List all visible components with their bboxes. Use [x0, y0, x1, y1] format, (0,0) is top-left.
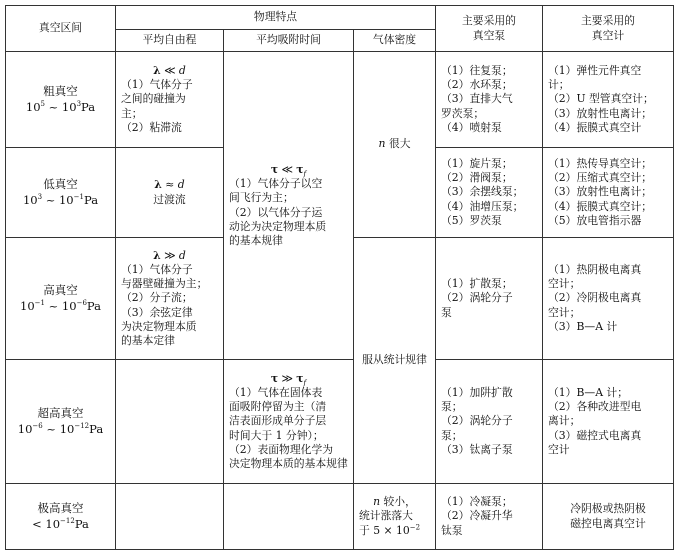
pump-cell-high: （1）扩散泵； （2）涡轮分子 泵 — [436, 238, 543, 360]
free-path-cell-high: λ ≫ d （1）气体分子 与器壁碰撞为主； （2）分子流； （3）余弦定律 为决定物理本质 的基本定律 — [116, 238, 224, 360]
header-physical: 物理特点 — [116, 6, 436, 30]
table-row — [6, 360, 674, 484]
region-cell-high: 高真空 $10^{-1}$ ~ $10^{-6}Pa$ — [6, 238, 116, 360]
adsorption-cell-extreme — [224, 484, 354, 550]
gauge-cell-rough: （1）弹性元件真空 计； （2）U 型管真空计； （3）放射性电离计； （4）振膜式真空计 — [543, 52, 674, 148]
header-density: 气体密度 — [354, 30, 436, 52]
header-region: 真空区间 — [6, 6, 116, 52]
pump-cell-low: （1）旋片泵； （2）滑阀泵； （3）余摆线泵； （4）油增压泵； （5）罗茨泵 — [436, 148, 543, 238]
pump-cell-ultra: （1）加阱扩散 泵； （2）涡轮分子 泵； （3）钛离子泵 — [436, 360, 543, 484]
density-cell-large: n 很大 — [354, 52, 436, 238]
pump-cell-rough: （1）往复泵； （2）水环泵； （3）直排大气 罗茨泵； （4）喷射泵 — [436, 52, 543, 148]
pump-cell-extreme: （1）冷凝泵； （2）冷凝升华 钛泵 — [436, 484, 543, 550]
table-row — [6, 52, 674, 148]
region-cell-low: 低真空 $10^3$ ~ $10^{-1}Pa$ — [6, 148, 116, 238]
header-adsorption: 平均吸附时间 — [224, 30, 354, 52]
region-cell-rough: 粗真空 $10^5$ ~ $10^3Pa$ — [6, 52, 116, 148]
vacuum-classification-table — [5, 5, 674, 550]
gauge-cell-ultra: （1）B—A 计； （2）各种改进型电 离计； （3）磁控式电离真 空计 — [543, 360, 674, 484]
header-gauge: 主要采用的 真空计 — [543, 6, 674, 52]
header-pump: 主要采用的 真空泵 — [436, 6, 543, 52]
gauge-cell-low: （1）热传导真空计； （2）压缩式真空计； （3）放射性电离计； （4）振膜式真空计； （5）放电管指示器 — [543, 148, 674, 238]
free-path-cell-rough: λ ≪ d （1）气体分子 之间的碰撞为 主； （2）粘滞流 — [116, 52, 224, 148]
free-path-cell-ultra — [116, 360, 224, 484]
table-row — [6, 484, 674, 550]
region-cell-extreme: 极高真空 < $10^{-12}Pa$ — [6, 484, 116, 550]
adsorption-cell-high: τ ≫ $\tau_f$ （1）气体在固体表 面吸附停留为主（清 洁表面形成单分子层 时间大于 1 分钟）； （2）表面物理化学为 决定物理本质的基本规律 — [224, 360, 354, 484]
gauge-cell-high: （1）热阴极电离真 空计； （2）冷阴极电离真 空计； （3）B—A 计 — [543, 238, 674, 360]
header-free-path: 平均自由程 — [116, 30, 224, 52]
free-path-cell-extreme — [116, 484, 224, 550]
adsorption-cell-low: τ ≪ $\tau_f$ （1）气体分子以空 间飞行为主； （2）以气体分子运 动论为决定物理本质 的基本规律 — [224, 52, 354, 360]
region-cell-ultra: 超高真空 $10^{-6}$ ~ $10^{-12}Pa$ — [6, 360, 116, 484]
density-cell-statistical: 服从统计规律 — [354, 238, 436, 484]
gauge-cell-extreme: 冷阴极或热阴极 磁控电离真空计 — [543, 484, 674, 550]
free-path-cell-low: λ ≈ d 过渡流 — [116, 148, 224, 238]
density-cell-small: n 较小， 统计涨落大 于 $5 \times 10^{-2}$ — [354, 484, 436, 550]
